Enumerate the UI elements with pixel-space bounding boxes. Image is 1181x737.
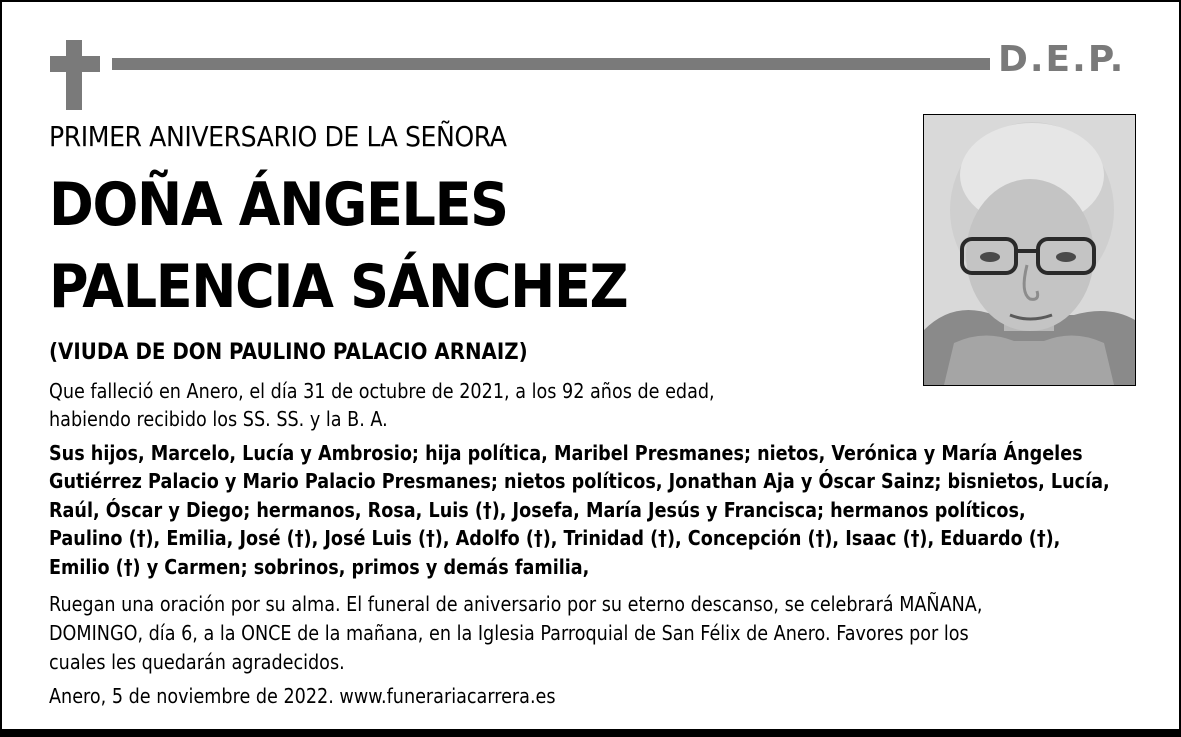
death-details xyxy=(49,377,715,433)
family-line: Sus hijos, Marcelo, Lucía y Ambrosio; hija política, Maribel Presmanes; nietos, Verónica y María Ángeles xyxy=(49,441,1083,465)
death-line: habiendo recibido los SS. SS. y la B. A. xyxy=(49,407,388,431)
deceased-name-line-1: DOÑA ÁNGELES xyxy=(49,170,508,240)
dep-label: D.E.P. xyxy=(998,39,1126,80)
service-details xyxy=(49,590,982,677)
footer-line: Anero, 5 de noviembre de 2022. www.funerariacarrera.es xyxy=(49,684,556,708)
service-line: Ruegan una oración por su alma. El funeral de aniversario por su eterno descanso, se celebrará MAÑANA, xyxy=(49,592,983,616)
widow-note: (VIUDA DE DON PAULINO PALACIO ARNAIZ) xyxy=(49,340,528,365)
family-line: Gutiérrez Palacio y Mario Palacio Presmanes; nietos políticos, Jonathan Aja y Óscar Sainz; bisnietos, Lucía, xyxy=(49,469,1110,494)
service-line: DOMINGO, día 6, a la ONCE de la mañana, en la Iglesia Parroquial de San Félix de Anero. Favores por los xyxy=(49,621,969,645)
service-line: cuales les quedarán agradecidos. xyxy=(49,650,345,674)
family-line: Raúl, Óscar y Diego; hermanos, Rosa, Luis (†), Josefa, María Jesús y Francisca; hermanos políticos, xyxy=(49,497,1026,522)
cross-icon xyxy=(50,40,100,110)
family-line: Emilio (†) y Carmen; sobrinos, primos y demás familia, xyxy=(49,554,590,579)
family-line: Paulino (†), Emilia, José (†), José Luis (†), Adolfo (†), Trinidad (†), Concepción (†), Isaac (†), Eduardo (†), xyxy=(49,526,1061,551)
family-list xyxy=(49,439,1110,581)
deceased-name-line-2: PALENCIA SÁNCHEZ xyxy=(49,252,628,322)
portrait-photo xyxy=(923,114,1136,386)
header-rule xyxy=(112,58,990,70)
anniversary-heading: PRIMER ANIVERSARIO DE LA SEÑORA xyxy=(49,120,507,153)
death-line: Que falleció en Anero, el día 31 de octubre de 2021, a los 92 años de edad, xyxy=(49,379,715,403)
